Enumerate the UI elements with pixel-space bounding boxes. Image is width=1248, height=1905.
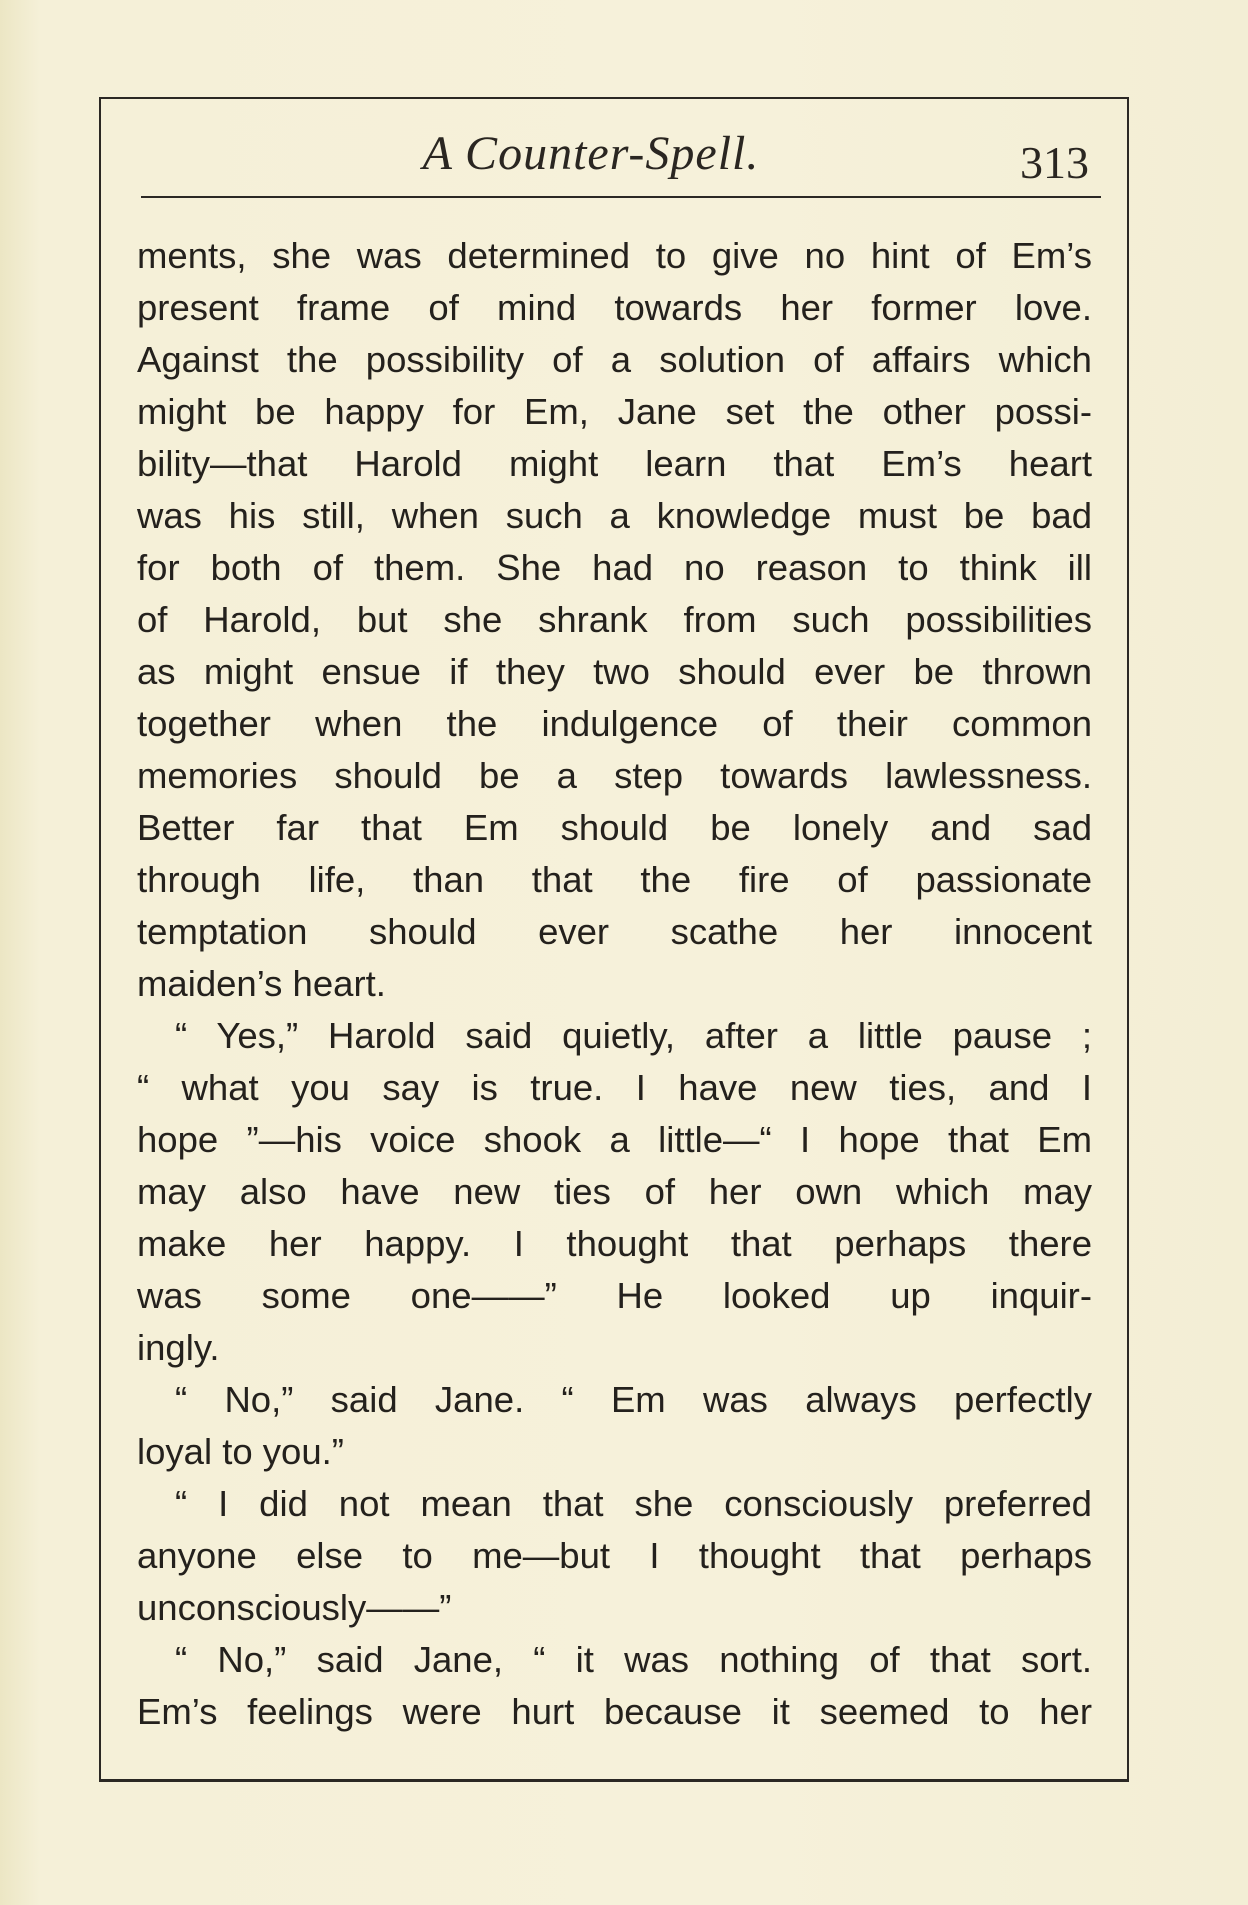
text-line: together when the indulgence of their common (137, 703, 1092, 744)
text-line: present frame of mind towards her former love. (137, 287, 1092, 328)
text-line: unconsciously——” (137, 1587, 452, 1628)
text-line: Em’s feelings were hurt because it seemed to her (137, 1691, 1092, 1732)
text-line: was his still, when such a knowledge must be bad (137, 495, 1092, 536)
text-line: make her happy. I thought that perhaps there (137, 1223, 1092, 1264)
text-line: loyal to you.” (137, 1431, 344, 1472)
body-text (137, 230, 1092, 1738)
running-title: A Counter-Spell. (422, 127, 760, 180)
page-number: 313 (1020, 137, 1089, 188)
text-line: of Harold, but she shrank from such possibilities (137, 599, 1092, 640)
header-rule (141, 196, 1101, 198)
text-line: “ No,” said Jane, “ it was nothing of that sort. (175, 1639, 1092, 1680)
text-line: “ I did not mean that she consciously preferred (175, 1483, 1092, 1524)
text-line: as might ensue if they two should ever be thrown (137, 651, 1092, 692)
text-line: was some one——” He looked up inquir- (137, 1275, 1092, 1316)
text-line: “ what you say is true. I have new ties, and I (137, 1067, 1092, 1108)
text-line: hope ”—his voice shook a little—“ I hope that Em (137, 1119, 1092, 1160)
text-line: Against the possibility of a solution of affairs which (137, 339, 1092, 380)
text-line: bility—that Harold might learn that Em’s heart (137, 443, 1092, 484)
text-line: maiden’s heart. (137, 963, 386, 1004)
text-line: temptation should ever scathe her innocent (137, 911, 1092, 952)
text-line: anyone else to me—but I thought that perhaps (137, 1535, 1092, 1576)
text-line: “ No,” said Jane. “ Em was always perfectly (175, 1379, 1092, 1420)
text-line: ments, she was determined to give no hint of Em’s (137, 235, 1092, 276)
text-line: may also have new ties of her own which may (137, 1171, 1092, 1212)
text-line: for both of them. She had no reason to think ill (137, 547, 1092, 588)
text-line: might be happy for Em, Jane set the other possi- (137, 391, 1092, 432)
text-line: ingly. (137, 1327, 220, 1368)
text-line: Better far that Em should be lonely and sad (137, 807, 1092, 848)
text-line: through life, than that the fire of passionate (137, 859, 1092, 900)
text-line: memories should be a step towards lawlessness. (137, 755, 1092, 796)
running-header (141, 118, 1101, 208)
text-line: “ Yes,” Harold said quietly, after a little pause ; (175, 1015, 1092, 1056)
